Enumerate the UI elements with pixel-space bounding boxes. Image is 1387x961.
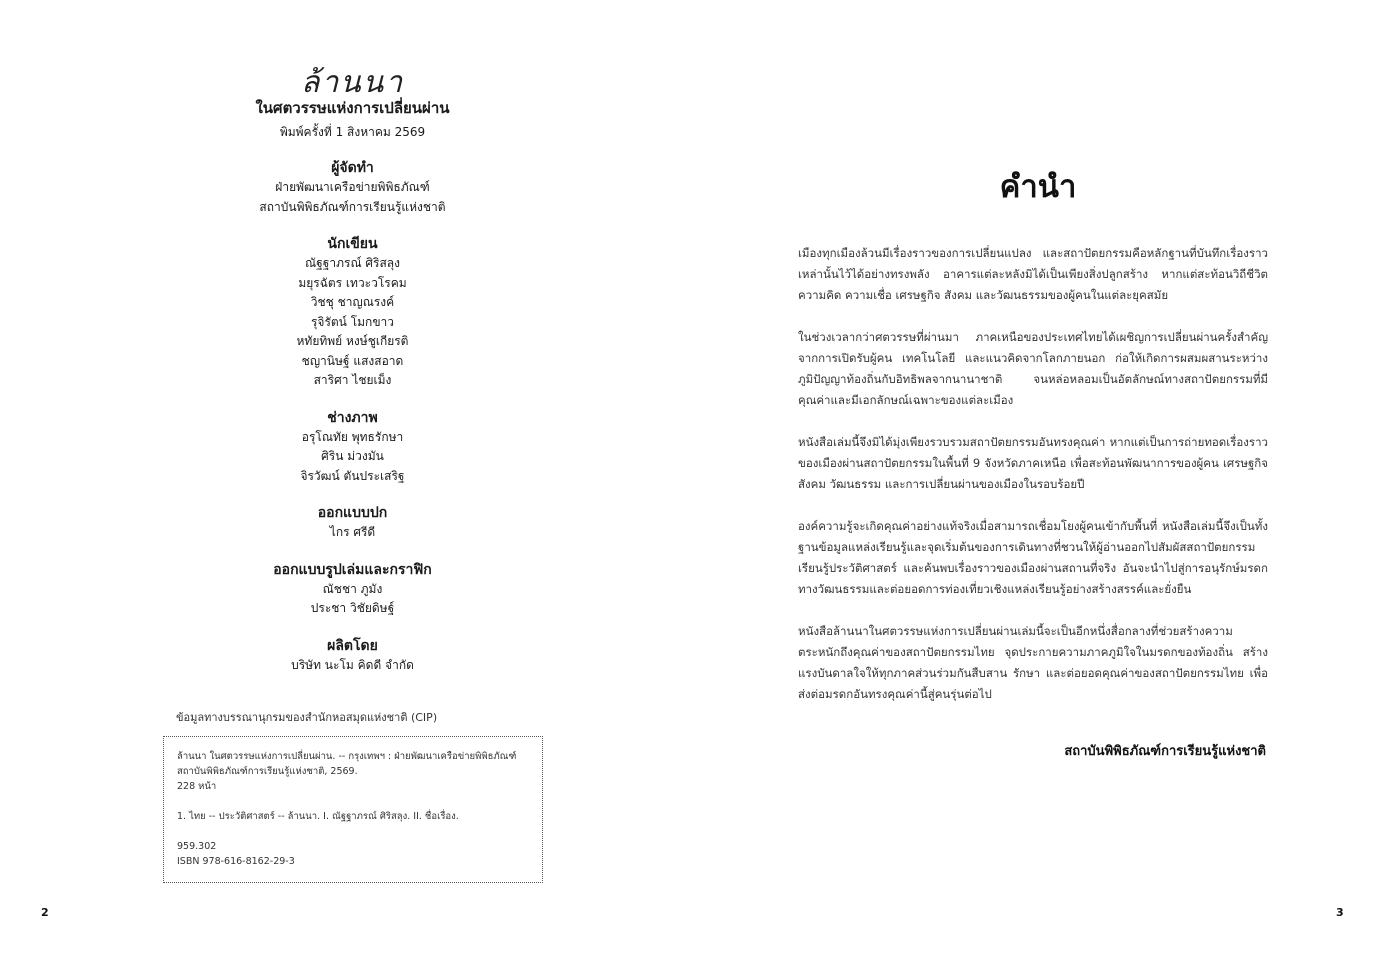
section-produced-by — [160, 636, 545, 676]
preface-paragraph: ในช่วงเวลากว่าศตวรรษที่ผ่านมา ภาคเหนือของประเทศไทยได้เผชิญการเปลี่ยนผ่านครั้งสำคัญจากการเปิดรับผู้คน เทคโนโลยี และแนวคิดจากโลกภายนอก ก่อให้เกิดการผสมผสานระหว่างภูมิปัญญาท้องถิ่นกับอิทธิพลจากนานาชาติ จนหล่อหลอมเป็นอัตลักษณ์ทางสถาปัตยกรรมที่มีคุณค่าและมีเอกลักษณ์เฉพาะของแต่ละเมือง — [798, 329, 1268, 407]
credit-line: ณัชชา ภูมัง — [322, 581, 383, 596]
cip-line: สถาบันพิพิธภัณฑ์การเรียนรู้แห่งชาติ, 2569. — [177, 766, 358, 777]
credit-line: ไกร ศรีดี — [329, 525, 376, 539]
section-heading: ออกแบบปก — [317, 505, 388, 521]
preface-paragraph: องค์ความรู้จะเกิดคุณค่าอย่างแท้จริงเมื่อสามารถเชื่อมโยงผู้คนเข้ากับพื้นที่ หนังสือเล่มนี้จึงเป็นทั้งฐานข้อมูลแหล่งเรียนรู้และจุดเริ่มต้นของการเดินทางที่ชวนให้ผู้อ่านออกไปสัมผัสสถาปัตยกรรม เรียนรู้ประวัติศาสตร์ และค้นพบเรื่องราวของเมืองผ่านสถานที่จริง อันจะนำไปสู่การอนุรักษ์มรดกทางวัฒนธรรมและต่อยอดการท่องเที่ยวเชิงแหล่งเรียนรู้อย่างสร้างสรรค์และยั่งยืน — [798, 518, 1268, 596]
credit-line: ณัฐฐาภรณ์ ศิริสลุง — [304, 256, 400, 270]
section-photographers — [160, 408, 545, 487]
preface-paragraph: หนังสือล้านนาในศตวรรษแห่งการเปลี่ยนผ่านเล่มนี้จะเป็นอีกหนึ่งสื่อกลางที่ช่วยสร้างความตระหนักถึงคุณค่าของสถาปัตยกรรมไทย จุดประกายความภาคภูมิใจในมรดกของท้องถิ่น สร้างแรงบันดาลใจให้ทุกภาคส่วนร่วมกันสืบสาน รักษา และต่อยอดคุณค่าของสถาปัตยกรรมไทย เพื่อส่งต่อมรดกอันทรงคุณค่านี้สู่คนรุ่นต่อไป — [798, 623, 1268, 701]
section-heading: ผลิตโดย — [327, 637, 378, 654]
cip-box — [163, 736, 543, 883]
credit-line: รุจิรัตน์ โมกขาว — [310, 314, 395, 329]
section-cover-design — [160, 503, 545, 543]
section-heading: ผู้จัดทำ — [331, 160, 374, 176]
page-number-left: 2 — [41, 906, 49, 919]
credit-line: อรุโณทัย พุทธรักษา — [301, 429, 404, 444]
credit-line: มยุรฉัตร เทวะวโรคม — [298, 275, 407, 290]
credit-line: จิรวัฒน์ ตันประเสริฐ — [300, 468, 405, 483]
cip-subjects: 1. ไทย -- ประวัติศาสตร์ -- ล้านนา. I. ณัฐฐาภรณ์ ศิริสลุง. II. ชื่อเรื่อง. — [177, 811, 459, 822]
credit-line: ชญานิษฐ์ แสงสอาด — [301, 353, 404, 368]
preface-paragraph: หนังสือเล่มนี้จึงมิได้มุ่งเพียงรวบรวมสถาปัตยกรรมอันทรงคุณค่า หากแต่เป็นการถ่ายทอดเรื่องราวของเมืองผ่านสถาปัตยกรรมในพื้นที่ 9 จังหวัดภาคเหนือ เพื่อสะท้อนพัฒนาการของผู้คน เศรษฐกิจ สังคม วัฒนธรรม และการเปลี่ยนผ่านของเมืองในรอบร้อยปี — [798, 434, 1268, 491]
section-heading: ช่างภาพ — [327, 409, 378, 426]
book-title: ในศตวรรษแห่งการเปลี่ยนผ่าน — [255, 99, 450, 117]
section-heading: ออกแบบรูปเล่มและกราฟิก — [273, 561, 432, 578]
signature: สถาบันพิพิธภัณฑ์การเรียนรู้แห่งชาติ — [1064, 744, 1266, 759]
edition-line: พิมพ์ครั้งที่ 1 สิงหาคม 2569 — [279, 125, 426, 139]
cip-class-number: 959.302 — [177, 841, 217, 852]
credit-line: วิชชุ ชาญณรงค์ — [310, 295, 395, 309]
cip-pages: 228 หน้า — [177, 781, 217, 792]
credit-line: หทัยทิพย์ หงษ์ชูเกียรติ — [296, 334, 409, 348]
right-page — [693, 0, 1387, 961]
cip-heading: ข้อมูลทางบรรณานุกรมของสำนักหอสมุดแห่งชาติ (CIP) — [176, 711, 438, 724]
credit-line: สถาบันพิพิธภัณฑ์การเรียนรู้แห่งชาติ — [259, 199, 446, 214]
page-number-right: 3 — [1336, 906, 1344, 919]
left-page — [0, 0, 693, 961]
preface-title: คำนำ — [999, 169, 1077, 205]
credit-line: ศิริน ม่วงมัน — [321, 449, 384, 463]
section-writers — [160, 234, 545, 391]
credit-line: สาริศา ไชยเม็ง — [313, 373, 392, 387]
section-layout-graphics — [160, 560, 545, 619]
credit-line: บริษัท นะโม คิดดี จำกัด — [291, 657, 414, 672]
credits-block — [160, 66, 545, 675]
script-title: ล้านนา — [300, 65, 405, 100]
section-heading: นักเขียน — [327, 236, 378, 252]
credit-line: ฝ่ายพัฒนาเครือข่ายพิพิธภัณฑ์ — [275, 180, 430, 194]
preface-body — [798, 231, 1268, 726]
cip-line: ล้านนา ในศตวรรษแห่งการเปลี่ยนผ่าน. -- กรุงเทพฯ : ฝ่ายพัฒนาเครือข่ายพิพิธภัณฑ์ — [177, 751, 517, 762]
section-producer — [160, 158, 545, 217]
preface-paragraph: เมืองทุกเมืองล้วนมีเรื่องราวของการเปลี่ยนแปลง และสถาปัตยกรรมคือหลักฐานที่บันทึกเรื่องราวเหล่านั้นไว้ได้อย่างทรงพลัง อาคารแต่ละหลังมิได้เป็นเพียงสิ่งปลูกสร้าง หากแต่สะท้อนวิถีชีวิต ความคิด ความเชื่อ เศรษฐกิจ สังคม และวัฒนธรรมของผู้คนในแต่ละยุคสมัย — [798, 245, 1268, 302]
credit-line: ประชา วิชัยดิษฐ์ — [310, 601, 395, 615]
cip-isbn: ISBN 978-616-8162-29-3 — [177, 856, 295, 867]
